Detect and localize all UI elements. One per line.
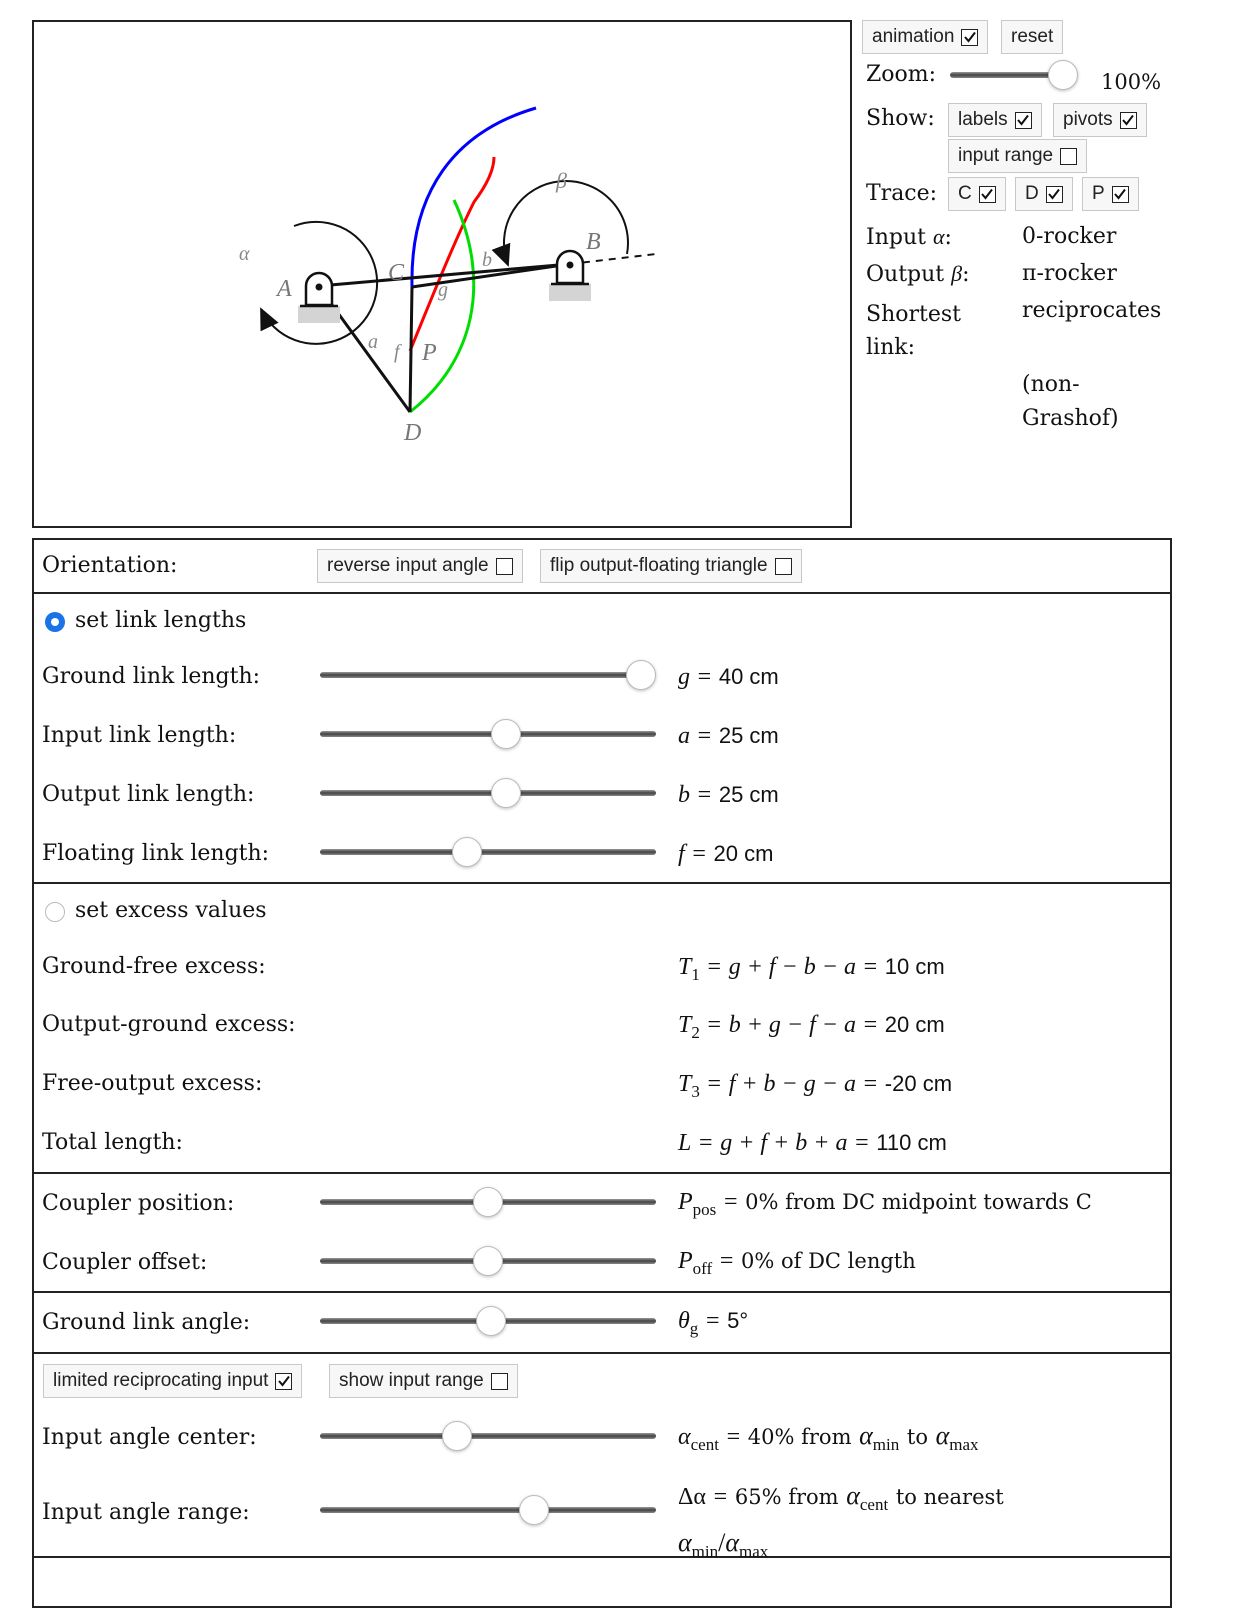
trace-d-toggle[interactable]	[1015, 177, 1073, 211]
trace-label: Trace:	[866, 181, 938, 206]
ground-length-value: g = 40 cm	[678, 664, 779, 690]
ground-angle-slider-knob[interactable]	[476, 1306, 506, 1336]
ground-free-excess-label: Ground-free excess:	[42, 954, 266, 979]
zoom-label: Zoom:	[866, 62, 937, 87]
show-input-range-checkbox[interactable]	[491, 1373, 508, 1390]
trace-c-toggle[interactable]	[948, 177, 1006, 211]
output-ground-excess-label: Output-ground excess:	[42, 1012, 296, 1037]
reverse-input-angle-checkbox[interactable]	[496, 558, 513, 575]
orientation-label: Orientation:	[42, 553, 178, 578]
ground-length-slider-track[interactable]	[320, 672, 656, 678]
divider	[32, 882, 1172, 884]
flip-triangle-toggle[interactable]	[540, 549, 802, 583]
linkage-canvas[interactable]	[32, 20, 852, 528]
trace-p-toggle[interactable]	[1082, 177, 1139, 211]
coupler-position-slider-knob[interactable]	[473, 1187, 503, 1217]
input-angle-center-slider-track[interactable]	[320, 1433, 656, 1439]
set-link-lengths-radio[interactable]	[45, 612, 65, 632]
shortest-link-value: reciprocates	[1022, 298, 1162, 323]
label-D: D	[404, 420, 422, 446]
divider	[32, 1172, 1172, 1174]
set-excess-values-label: set excess values	[75, 898, 267, 923]
input-length-value: a = 25 cm	[678, 723, 779, 749]
zoom-value: 100%	[1101, 70, 1162, 94]
floating-length-slider-track[interactable]	[320, 849, 656, 855]
trace-d-label: D	[1025, 183, 1039, 204]
input-length-label: Input link length:	[42, 723, 237, 748]
show-input-range-label: show input range	[339, 1370, 484, 1391]
labels-checkbox[interactable]	[1015, 112, 1032, 129]
input-angle-range-slider-knob[interactable]	[519, 1495, 549, 1525]
output-length-slider-track[interactable]	[320, 790, 656, 796]
divider	[32, 592, 1172, 594]
input-range-toggle[interactable]	[948, 139, 1087, 173]
input-range-label: input range	[958, 145, 1054, 166]
pivots-checkbox[interactable]	[1120, 112, 1137, 129]
coupler-position-value: $P_{pos} = 0\%$ from DC midpoint towards C	[678, 1189, 1092, 1219]
floating-length-slider-knob[interactable]	[452, 837, 482, 867]
label-beta: β	[556, 168, 567, 193]
input-angle-center-label: Input angle center:	[42, 1425, 257, 1450]
shortest-link-label: Shortest link:	[866, 302, 961, 360]
flip-triangle-checkbox[interactable]	[775, 558, 792, 575]
label-A: A	[277, 276, 292, 302]
floating-length-label: Floating link length:	[42, 841, 270, 866]
labels-toggle[interactable]	[948, 103, 1042, 137]
input-angle-range-label: Input angle range:	[42, 1500, 250, 1525]
label-C: C	[388, 260, 405, 286]
pivots-toggle[interactable]	[1053, 103, 1147, 137]
set-link-lengths-label: set link lengths	[75, 608, 247, 633]
show-input-range-toggle[interactable]	[329, 1364, 518, 1398]
set-excess-values-radio[interactable]	[45, 902, 65, 922]
output-type-label: Output β:	[866, 261, 970, 287]
animation-label: animation	[872, 26, 955, 47]
linkage-diagram	[34, 22, 850, 526]
label-alpha: α	[239, 243, 250, 265]
reset-button[interactable]	[1001, 20, 1063, 54]
reverse-input-angle-toggle[interactable]	[317, 549, 523, 583]
free-output-excess-value: $T_3 = f + b - g - a = -20$ cm	[678, 1071, 953, 1101]
input-type-label: Input α:	[866, 224, 952, 250]
reverse-input-angle-label: reverse input angle	[327, 555, 489, 576]
trace-c-checkbox[interactable]	[979, 186, 996, 203]
flip-triangle-label: flip output-floating triangle	[550, 555, 768, 576]
trace-p-checkbox[interactable]	[1112, 186, 1129, 203]
trace-c-label: C	[958, 183, 972, 204]
trace-p-label: P	[1092, 183, 1105, 204]
divider	[32, 1352, 1172, 1354]
total-length-label: Total length:	[42, 1130, 183, 1155]
animation-checkbox[interactable]	[961, 29, 978, 46]
animation-toggle[interactable]	[862, 20, 988, 54]
ground-length-label: Ground link length:	[42, 664, 261, 689]
floating-link-f	[410, 287, 412, 412]
input-length-slider-track[interactable]	[320, 731, 656, 737]
label-f: f	[394, 341, 400, 363]
reset-label: reset	[1011, 26, 1054, 47]
ground-angle-label: Ground link angle:	[42, 1310, 251, 1335]
label-B: B	[586, 229, 601, 255]
input-range-checkbox[interactable]	[1060, 148, 1077, 165]
pivots-label: pivots	[1063, 109, 1113, 130]
label-a: a	[368, 331, 378, 353]
limited-reciprocating-toggle[interactable]	[43, 1364, 302, 1398]
trace-d-curve	[410, 200, 474, 412]
coupler-offset-slider-knob[interactable]	[473, 1246, 503, 1276]
trace-c-curve	[412, 108, 536, 287]
label-P: P	[422, 340, 437, 366]
divider	[32, 1291, 1172, 1293]
total-length-value: L = g + f + b + a = 110 cm	[678, 1130, 947, 1156]
pivot-a-icon	[298, 273, 340, 323]
labels-label: labels	[958, 109, 1008, 130]
show-label: Show:	[866, 106, 935, 131]
coupler-offset-value: $P_{off} = 0\%$ of DC length	[678, 1248, 916, 1278]
ground-angle-value: $\theta_g = 5^\circ$	[678, 1308, 749, 1338]
limited-reciprocating-checkbox[interactable]	[275, 1373, 292, 1390]
limited-reciprocating-label: limited reciprocating input	[53, 1370, 269, 1391]
coupler-offset-label: Coupler offset:	[42, 1250, 208, 1275]
input-angle-range-slider-track[interactable]	[320, 1507, 656, 1513]
pivot-b-icon	[549, 251, 591, 301]
grashof-note: (non-Grashof)	[1022, 372, 1119, 431]
output-length-value: b = 25 cm	[678, 782, 779, 808]
zoom-slider-knob[interactable]	[1048, 60, 1078, 90]
label-g: g	[438, 279, 448, 301]
output-length-label: Output link length:	[42, 782, 255, 807]
free-output-excess-label: Free-output excess:	[42, 1071, 263, 1096]
label-b: b	[482, 249, 492, 271]
input-angle-range-value: Δα = 65% from $\alpha_{cent}$ to nearest $\alpha_{min}/\alpha_{max}$	[678, 1481, 1004, 1561]
output-ground-excess-value: $T_2 = b + g - f - a = 20$ cm	[678, 1012, 945, 1042]
input-angle-center-value: $\alpha_{cent} = 40\%$ from $\alpha_{min}$ to $\alpha_{max}$	[678, 1421, 979, 1454]
floating-length-value: f = 20 cm	[678, 841, 774, 867]
input-type-value: 0-rocker	[1022, 224, 1117, 249]
output-type-value: π-rocker	[1022, 261, 1117, 286]
ground-length-slider-knob[interactable]	[626, 660, 656, 690]
ground-free-excess-value: $T_1 = g + f - b - a = 10$ cm	[678, 954, 945, 984]
trace-d-checkbox[interactable]	[1046, 186, 1063, 203]
coupler-position-label: Coupler position:	[42, 1191, 235, 1216]
